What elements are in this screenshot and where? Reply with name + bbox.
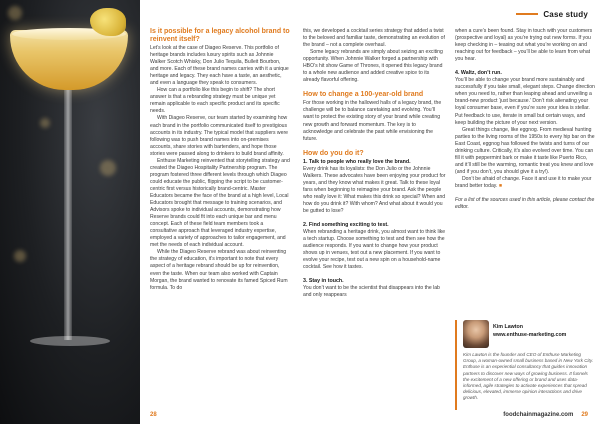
section-label: Case study	[543, 10, 588, 19]
author-name: Kim Lawton	[493, 324, 524, 330]
citrus-garnish	[90, 8, 126, 36]
article-column-3	[455, 28, 595, 211]
article-column-1	[150, 28, 290, 292]
step-text: You’ll be able to change your brand more sustainably and successfully if you take small, elegant steps. Change direction when you need to, rather than leaping ahead and unveiling a brand-new product ‘just because.’ Don’t risk alienating your loyal consumer base, even if you’re sure your idea is stellar. Put feedback to use, iterate in small but certain ways, and keep building the picture of your next version.	[455, 77, 595, 126]
author-photo	[463, 320, 489, 348]
step-text: Every drink has its loyalists: the Don Julio or the Johnnie Walkers. These advocates have been enjoying your product for years, and they know what makes it great. Talk to these loyal fans when beginning to reimagine your brand. Ask the people who really love it: What makes this drink so special? When and how do you drink it? With whom? And what about it would you be gutted to lose?	[303, 165, 446, 214]
step-text: When rebranding a heritage drink, you almost want to think like a tech startup. Choose something to test and then see how the audience responds. If you want to change how your product shows up in venues, test out a new placement. If you want to evolve your recipe, test out a new spin on a household-name cocktail. See how it tastes.	[303, 229, 446, 271]
end-mark-icon: ■	[498, 182, 502, 189]
step-text: You don’t want to be the scientist that disappears into the lab and only reappears	[303, 285, 440, 299]
body-paragraph: when a cure’s been found. Stay in touch with your customers (prospective and loyal) as you’re trying out new forms. If you keep checking in – teasing out what you’re working on and reaching out for feedback – you’ll be able to learn from what you hear.	[455, 28, 593, 63]
cocktail-photo	[0, 0, 140, 424]
step-title: 1. Talk to people who really love the brand.	[303, 158, 411, 165]
bokeh-light	[14, 250, 26, 262]
article-column-2	[303, 28, 446, 300]
author-bio: Kim Lawton is the founder and CEO of Enthuse Marketing Group, a woman-owned small business based in New York City. Enthuse is an experiential consultancy that guides innovation partners to discover new ways of growing business. It funnels the excitement of a new offering or brand and uses data-informed, agile strategies to activate experiences that spread delicious, elevated, immerse opinion interactions and drive growth.	[463, 352, 594, 401]
body-paragraph: Let’s look at the case of Diageo Reserve. This portfolio of heritage brands includes luxury spirits such as Johnnie Walker Scotch Whisky, Don Julio Tequila, Bulleit Bourbon, and more. Each of these brand names carries with it a unique heritage and legacy. They each have a taste, an aesthetic, and even a language they speak to consumers.	[150, 45, 289, 87]
step-title: 4. Waltz, don’t run.	[455, 70, 502, 77]
author-website-link[interactable]: www.enthuse-marketing.com	[493, 332, 567, 338]
bokeh-light	[40, 118, 50, 128]
body-paragraph: Some legacy rebrands are simply about seizing an exciting opportunity. When Johnnie Walker forged a partnership with HBO’s hit show Game of Thrones, it opened this legacy brand to a whole new audience and added creative spice to its already flavorful offering.	[303, 49, 443, 84]
body-paragraph	[455, 176, 595, 190]
section-heading: How to change a 100-year-old brand	[303, 91, 424, 99]
body-paragraph: With Diageo Reserve, our team started by examining how each brand in the portfolio communicated itself to prestigious accounts in its industry. The typical model that suppliers were following was to push brand names into on-premises accounts, share stories with bartenders, and hope those stories were passed along to drinkers to build brand affinity.	[150, 115, 288, 157]
sources-note: For a list of the sources used in this article, please contact the editor.	[455, 197, 595, 211]
body-paragraph: How can a portfolio like this begin to shift? The short answer is that a rebranding strategy must be unique yet remain applicable to each specific product and its specific needs.	[150, 87, 280, 115]
step-title: 2. Find something exciting to test.	[303, 222, 389, 229]
article-heading: Is it possible for a legacy alcohol brand to reinvent itself?	[150, 28, 290, 43]
section-heading: How do you do it?	[303, 149, 364, 157]
glass-stem	[64, 90, 72, 340]
bokeh-light	[8, 6, 22, 20]
magazine-website-link[interactable]: foodchainmagazine.com	[503, 412, 574, 418]
body-paragraph: While the Diageo Reserve rebrand was about reinventing the strategy of education, it’s important to note that every aspect of a heritage rebrand should be up for reinvention, even the taste. When our team also worked with Captain Morgan, the brand wanted to renovate its famed Spiced Rum formula. To do	[150, 249, 288, 291]
step-title: 3. Stay in touch.	[303, 278, 344, 285]
body-paragraph: this, we developed a cocktail series strategy that added a twist to the beloved and familiar taste, demonstrating an evolution of the brand – not a complete overhaul.	[303, 28, 445, 49]
page-number-right: 29	[581, 412, 588, 418]
page-number-left: 28	[150, 412, 157, 418]
closing-line: Don’t be afraid of change. Face it and use it to make your brand better today.	[455, 175, 592, 189]
body-paragraph: For those working in the hallowed halls of a legacy brand, the challenge will be to balance caretaking and evolving. You’ll want to protect the existing story of your brand while creating new growth and forward momentum. The key is to acknowledge and celebrate the past while envisioning the future.	[303, 100, 442, 142]
footer-left	[150, 412, 161, 418]
section-rule	[516, 13, 538, 15]
footer-right	[503, 412, 588, 418]
bokeh-light	[100, 160, 116, 176]
body-paragraph: Enthuse Marketing reinvented that storytelling strategy and created the Diageo Hospitality Partnership program. The program fostered three different levels through which Diageo could educate the public, flipping the script to be customer-centric first versus historically brand-centric. Master Educators became the face of the brand at a high level, Local Educators brought that message to training scenarios, and Advisors spoke to individual accounts, demonstrating how Reserve brands could fit into each unique bar and menu concept. Each of these field team members took a consultative approach that leveraged industry expertise, employed a variety of approaches to tailor engagement, and met the needs of each individual account.	[150, 157, 290, 249]
author-box	[455, 320, 595, 410]
body-paragraph: Great things change, like eggnog. From medieval hunting parties to the living rooms of the 1950s to every hip bar on the East Coast, eggnog has followed the twists and turns of our drinking culture. Critically, it’s also evolved over time. You can fill it with peppermint bark or make it taste like Puerto Rico, and it’ll still be the warming, romantic treat you knew and love (and if you don’t, you should give it a try!).	[455, 126, 595, 175]
glass-base	[30, 336, 110, 346]
